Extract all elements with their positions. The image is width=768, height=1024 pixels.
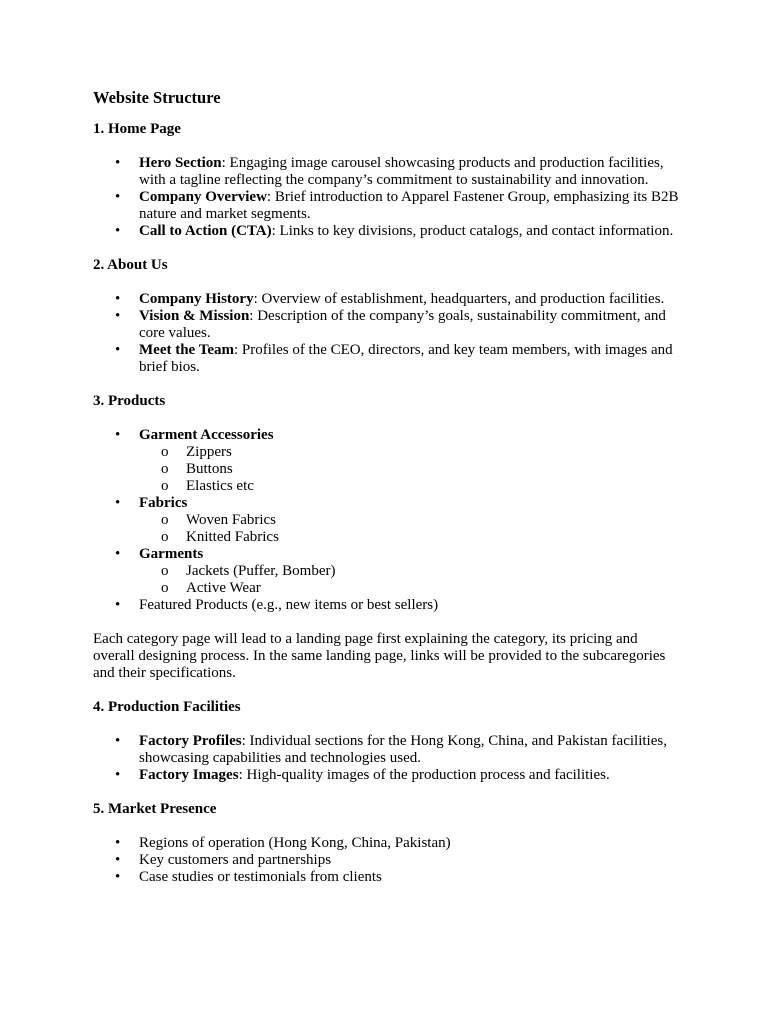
list-item: • Key customers and partnerships	[93, 852, 683, 869]
sub-list-item: o Active Wear	[139, 580, 683, 597]
list-item	[93, 733, 683, 767]
list-item: • Regions of operation (Hong Kong, China, Pakistan)	[93, 835, 683, 852]
list-item	[93, 223, 683, 240]
list-item	[93, 308, 683, 342]
list-item	[93, 546, 683, 597]
sub-list	[139, 512, 683, 546]
item-text: : Brief introduction to Apparel Fastener Group, emphasizing its B2B nature and market segments.	[139, 189, 679, 222]
item-term: Factory Images	[139, 767, 239, 783]
item-term: Company History	[139, 291, 254, 307]
item-text: : Engaging image carousel showcasing products and production facilities, with a tagline reflecting the company’s commitment to sustainability and innovation.	[139, 155, 664, 188]
list-item	[93, 155, 683, 189]
list-item	[93, 495, 683, 546]
sub-list-item: o Elastics etc	[139, 478, 683, 495]
section-heading-products: 3. Products	[93, 393, 166, 409]
list-item	[93, 189, 683, 223]
item-term: Hero Section	[139, 155, 222, 171]
products-paragraph: Each category page will lead to a landing page first explaining the category, its pricing and overall designing process. In the same landing page, links will be provided to the subcaregories and their specifications.	[93, 631, 666, 681]
item-term: Call to Action (CTA)	[139, 223, 272, 239]
list-item	[93, 767, 683, 784]
sub-list	[139, 563, 683, 597]
item-text: : Individual sections for the Hong Kong, China, and Pakistan facilities, showcasing capabilities and technologies used.	[139, 733, 667, 766]
sub-list-item: o Buttons	[139, 461, 683, 478]
sub-list	[139, 444, 683, 495]
section-heading-about-us: 2. About Us	[93, 257, 168, 273]
list-item	[93, 342, 683, 376]
item-text: : Links to key divisions, product catalogs, and contact information.	[271, 223, 674, 239]
item-text: : Profiles of the CEO, directors, and key team members, with images and brief bios.	[139, 342, 673, 375]
sub-list-item: o Knitted Fabrics	[139, 529, 683, 546]
home-page-list	[93, 155, 683, 240]
list-item	[93, 427, 683, 495]
item-term: Vision & Mission	[139, 308, 250, 324]
category-name: Fabrics	[139, 495, 188, 511]
category-name: Garment Accessories	[139, 427, 274, 443]
item-term: Meet the Team	[139, 342, 234, 358]
production-facilities-list	[93, 733, 683, 784]
list-item: • Featured Products (e.g., new items or best sellers)	[93, 597, 683, 614]
list-item: • Case studies or testimonials from clients	[93, 869, 683, 886]
item-term: Factory Profiles	[139, 733, 242, 749]
products-list	[93, 427, 683, 614]
section-heading-market-presence: 5. Market Presence	[93, 801, 217, 817]
document-title: Website Structure	[93, 88, 221, 107]
item-text: : Overview of establishment, headquarters, and production facilities.	[253, 291, 665, 307]
sub-list-item: o Zippers	[139, 444, 683, 461]
section-heading-production-facilities: 4. Production Facilities	[93, 699, 241, 715]
item-text: : Description of the company’s goals, sustainability commitment, and core values.	[139, 308, 666, 341]
sub-list-item: o Jackets (Puffer, Bomber)	[139, 563, 683, 580]
item-term: Company Overview	[139, 189, 267, 205]
document-page	[93, 88, 683, 903]
about-us-list	[93, 291, 683, 376]
category-name: Garments	[139, 546, 204, 562]
sub-list-item: o Woven Fabrics	[139, 512, 683, 529]
market-presence-list	[93, 835, 683, 886]
list-item	[93, 291, 683, 308]
item-text: : High-quality images of the production process and facilities.	[238, 767, 610, 783]
section-heading-home-page: 1. Home Page	[93, 121, 181, 137]
